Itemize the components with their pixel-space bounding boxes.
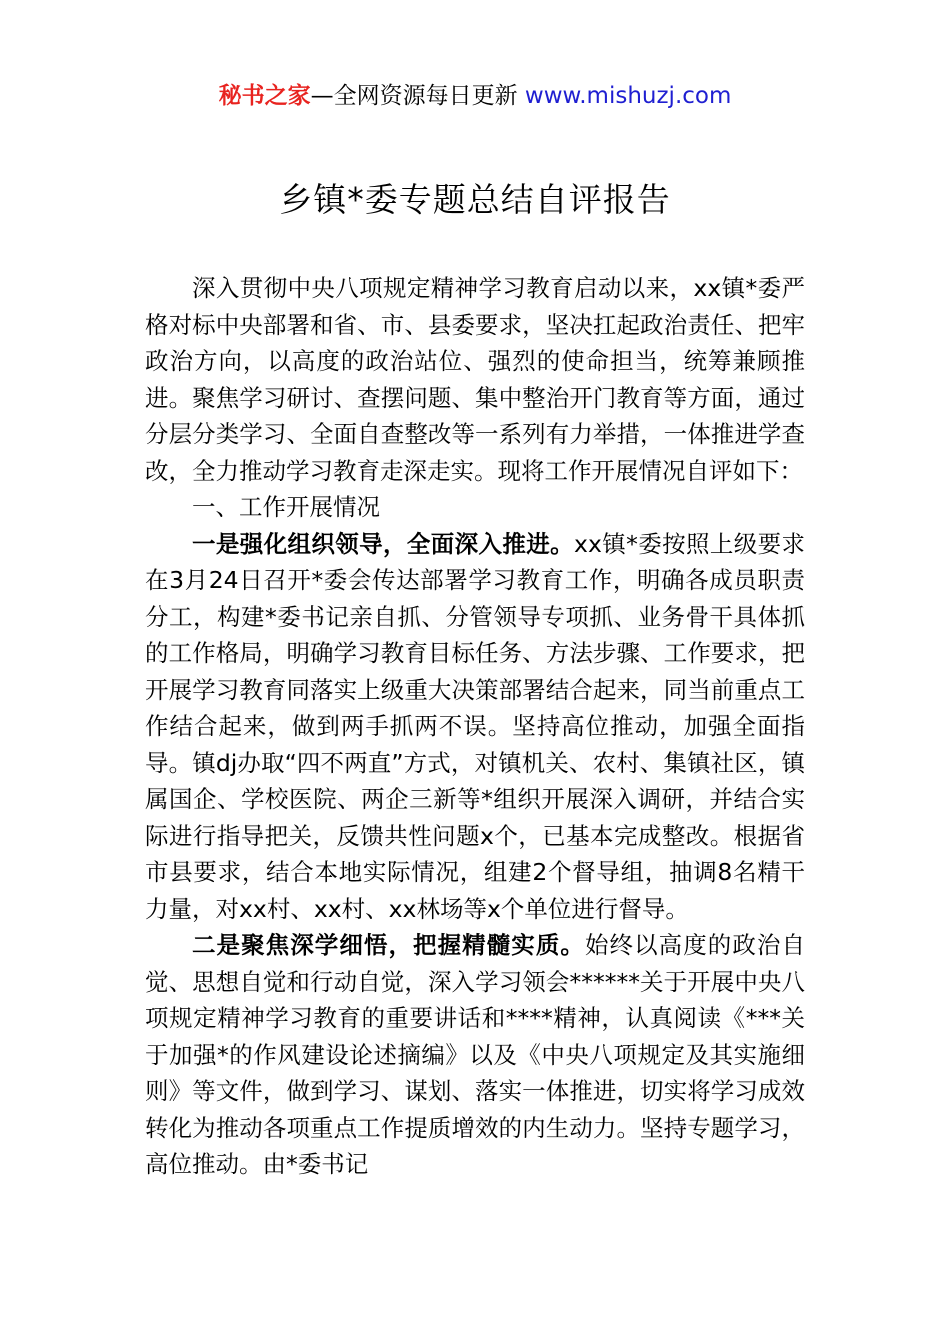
- paragraph-one: [145, 526, 805, 928]
- intro-paragraph: 深入贯彻中央八项规定精神学习教育启动以来，xx镇*委严格对标中央部署和省、市、县委要求，坚决扛起政治责任、把牢政治方向，以高度的政治站位、强烈的使命担当，统筹兼顾推进。聚焦学习研讨、查摆问题、集中整治开门教育等方面，通过分层分类学习、全面自查整改等一系列有力举措，一体推进学查改，全力推动学习教育走深走实。现将工作开展情况自评如下：: [145, 274, 805, 485]
- paragraph-two-body: 始终以高度的政治自觉、思想自觉和行动自觉，深入学习领会******关于开展中央八项规定精神学习教育的重要讲话和****精神，认真阅读《***关于加强*的作风建设论述摘编》以及《中央八项规定及其实施细则》等文件，做到学习、谋划、落实一体推进，切实将学习成效转化为推动各项重点工作提质增效的内生动力。坚持专题学习，高位推动。由*委书记: [145, 931, 805, 1178]
- paragraph-two-lead: 二是聚焦深学细悟，把握精髓实质。: [192, 931, 585, 959]
- document-body: [145, 270, 805, 1183]
- site-url-link[interactable]: www.mishuzj.com: [524, 83, 732, 109]
- paragraph-one-body: xx镇*委按照上级要求在3月24日召开*委会传达部署学习教育工作，明确各成员职责分工，构建*委书记亲自抓、分管领导专项抓、业务骨干具体抓的工作格局，明确学习教育目标任务、方法步骤、工作要求，把开展学习教育同落实上级重大决策部署结合起来，同当前重点工作结合起来，做到两手抓两不误。坚持高位推动，加强全面指导。镇dj办取“四不两直”方式，对镇机关、农村、集镇社区，镇属国企、学校医院、两企三新等*组织开展深入调研，并结合实际进行指导把关，反馈共性问题x个，已基本完成整改。根据省市县要求，结合本地实际情况，组建2个督导组，抽调8名精干力量，对xx村、xx村、xx林场等x个单位进行督导。: [145, 529, 805, 923]
- site-banner: [0, 80, 950, 112]
- section-heading: 一、工作开展情况: [192, 493, 380, 521]
- document-title: 乡镇*委专题总结自评报告: [279, 180, 671, 219]
- paragraph-two: [145, 927, 805, 1183]
- paragraph-one-lead: 一是强化组织领导，全面深入推进。: [192, 529, 575, 558]
- banner-slogan: —全网资源每日更新: [310, 83, 525, 109]
- brand-name: 秘书之家: [218, 83, 311, 109]
